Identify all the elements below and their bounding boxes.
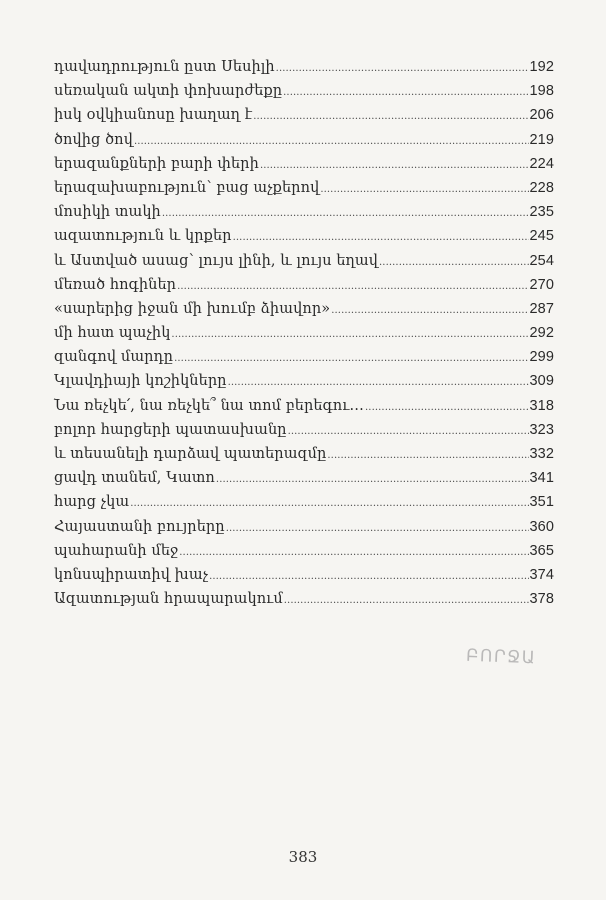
toc-entry bbox=[54, 398, 554, 422]
toc-entry-page: 206 bbox=[529, 107, 554, 124]
toc-entry-page: 360 bbox=[529, 518, 554, 535]
dot-leader bbox=[320, 184, 528, 195]
toc-entry-title: սեռական ակտի փոխարժեքը bbox=[54, 83, 283, 100]
toc-entry-page: 309 bbox=[529, 373, 554, 390]
toc-entry bbox=[54, 543, 554, 567]
toc-entry-title: ցավդ տանեմ, Կատո bbox=[54, 470, 215, 487]
toc-entry-title: մի հատ պաչիկ bbox=[54, 325, 171, 342]
toc-entry-title: երազանքների բարի փերի bbox=[54, 155, 259, 172]
toc-entry-title: իսկ օվկիանոսը խաղաղ է bbox=[54, 107, 253, 124]
toc-entry bbox=[54, 301, 554, 325]
toc-entry bbox=[54, 132, 554, 156]
toc-entry bbox=[54, 373, 554, 397]
dot-leader bbox=[327, 450, 528, 461]
toc-entry bbox=[54, 83, 554, 107]
toc-entry-title: կոնսպիրատիվ խաչ bbox=[54, 566, 209, 583]
toc-entry bbox=[54, 180, 554, 204]
toc-entry-title: Կլավդիայի կոշիկները bbox=[54, 373, 227, 390]
toc-entry bbox=[54, 277, 554, 301]
toc-entry-page: 292 bbox=[529, 325, 554, 342]
toc-entry-page: 351 bbox=[529, 494, 554, 511]
dot-leader bbox=[179, 547, 528, 558]
toc-entry bbox=[54, 228, 554, 252]
dot-leader bbox=[174, 353, 528, 364]
dot-leader bbox=[276, 63, 529, 74]
toc-entry-page: 245 bbox=[529, 228, 554, 245]
toc-entry-title: բոլոր հարցերի պատասխանը bbox=[54, 421, 287, 438]
dot-leader bbox=[162, 208, 529, 219]
toc-entry-title: «սարերից իջան մի խումբ ձիավոր» bbox=[54, 300, 331, 317]
toc-entry-title: մեռած հոգիներ bbox=[54, 276, 177, 293]
toc-entry bbox=[54, 349, 554, 373]
toc-entry bbox=[54, 253, 554, 277]
dot-leader bbox=[379, 257, 528, 268]
toc-entry-page: 287 bbox=[529, 300, 554, 317]
dot-leader bbox=[253, 111, 528, 122]
toc-entry bbox=[54, 446, 554, 470]
table-of-contents bbox=[54, 59, 554, 615]
toc-entry-title: դավադրություն ըստ Սեսիլի bbox=[54, 59, 275, 75]
toc-entry-page: 254 bbox=[529, 252, 554, 269]
dot-leader bbox=[260, 160, 529, 171]
dot-leader bbox=[171, 329, 528, 340]
toc-entry-title: մոսիկի տակի bbox=[54, 204, 161, 221]
toc-entry-page: 374 bbox=[529, 566, 554, 583]
dot-leader bbox=[233, 232, 529, 243]
toc-entry bbox=[54, 567, 554, 591]
toc-entry bbox=[54, 519, 554, 543]
toc-entry-title: Նա ռեչկե՛, նա ռեչկե՞ նա տոմ բերեգու… bbox=[54, 397, 365, 414]
toc-entry-page: 235 bbox=[529, 204, 554, 221]
toc-entry-title: հարց չկա bbox=[54, 494, 130, 511]
toc-entry bbox=[54, 156, 554, 180]
toc-entry-title: և տեսանելի դարձավ պատերազմը bbox=[54, 446, 327, 462]
toc-entry-title: Հայաստանի բույրերը bbox=[54, 518, 225, 535]
toc-entry bbox=[54, 591, 554, 615]
toc-entry-page: 378 bbox=[529, 591, 554, 608]
toc-entry-page: 224 bbox=[529, 155, 554, 172]
toc-entry-page: 219 bbox=[529, 131, 554, 148]
dot-leader bbox=[331, 305, 528, 316]
toc-entry-title: և Աստված ասաց՝ լույս լինի, և լույս եղավ bbox=[54, 252, 379, 269]
toc-entry-page: 228 bbox=[529, 179, 554, 196]
toc-entry bbox=[54, 204, 554, 228]
dot-leader bbox=[226, 523, 529, 534]
toc-entry-page: 332 bbox=[529, 446, 554, 462]
toc-entry bbox=[54, 325, 554, 349]
toc-entry-page: 341 bbox=[529, 470, 554, 487]
dot-leader bbox=[134, 136, 529, 147]
toc-entry-page: 299 bbox=[529, 349, 554, 366]
dot-leader bbox=[228, 377, 529, 388]
toc-entry-page: 323 bbox=[529, 421, 554, 438]
toc-entry-title: պահարանի մեջ bbox=[54, 542, 179, 559]
dot-leader bbox=[365, 402, 528, 413]
toc-entry bbox=[54, 422, 554, 446]
toc-entry-title: Ազատության հրապարակում bbox=[54, 591, 283, 608]
dot-leader bbox=[130, 498, 528, 509]
dot-leader bbox=[284, 595, 529, 606]
toc-entry-page: 198 bbox=[529, 83, 554, 100]
toc-entry bbox=[54, 494, 554, 518]
toc-entry-title: երազախաբություն՝ բաց աչքերով bbox=[54, 179, 320, 196]
toc-entry-title: ծովից ծով bbox=[54, 131, 133, 148]
dot-leader bbox=[288, 426, 529, 437]
dot-leader bbox=[177, 281, 528, 292]
toc-entry bbox=[54, 470, 554, 494]
toc-entry-page: 192 bbox=[529, 59, 554, 75]
library-stamp: ԲՈՐՋԱ bbox=[465, 645, 537, 669]
page-number: 383 bbox=[288, 848, 318, 866]
dot-leader bbox=[283, 87, 528, 98]
dot-leader bbox=[209, 571, 528, 582]
toc-entry-page: 318 bbox=[529, 397, 554, 414]
toc-entry-page: 365 bbox=[529, 542, 554, 559]
toc-entry-title: ազատություն և կրքեր bbox=[54, 228, 232, 245]
toc-entry bbox=[54, 59, 554, 83]
toc-entry-title: զանգով մարդը bbox=[54, 349, 174, 366]
dot-leader bbox=[216, 474, 529, 485]
toc-entry-page: 270 bbox=[529, 276, 554, 293]
toc-entry bbox=[54, 107, 554, 131]
